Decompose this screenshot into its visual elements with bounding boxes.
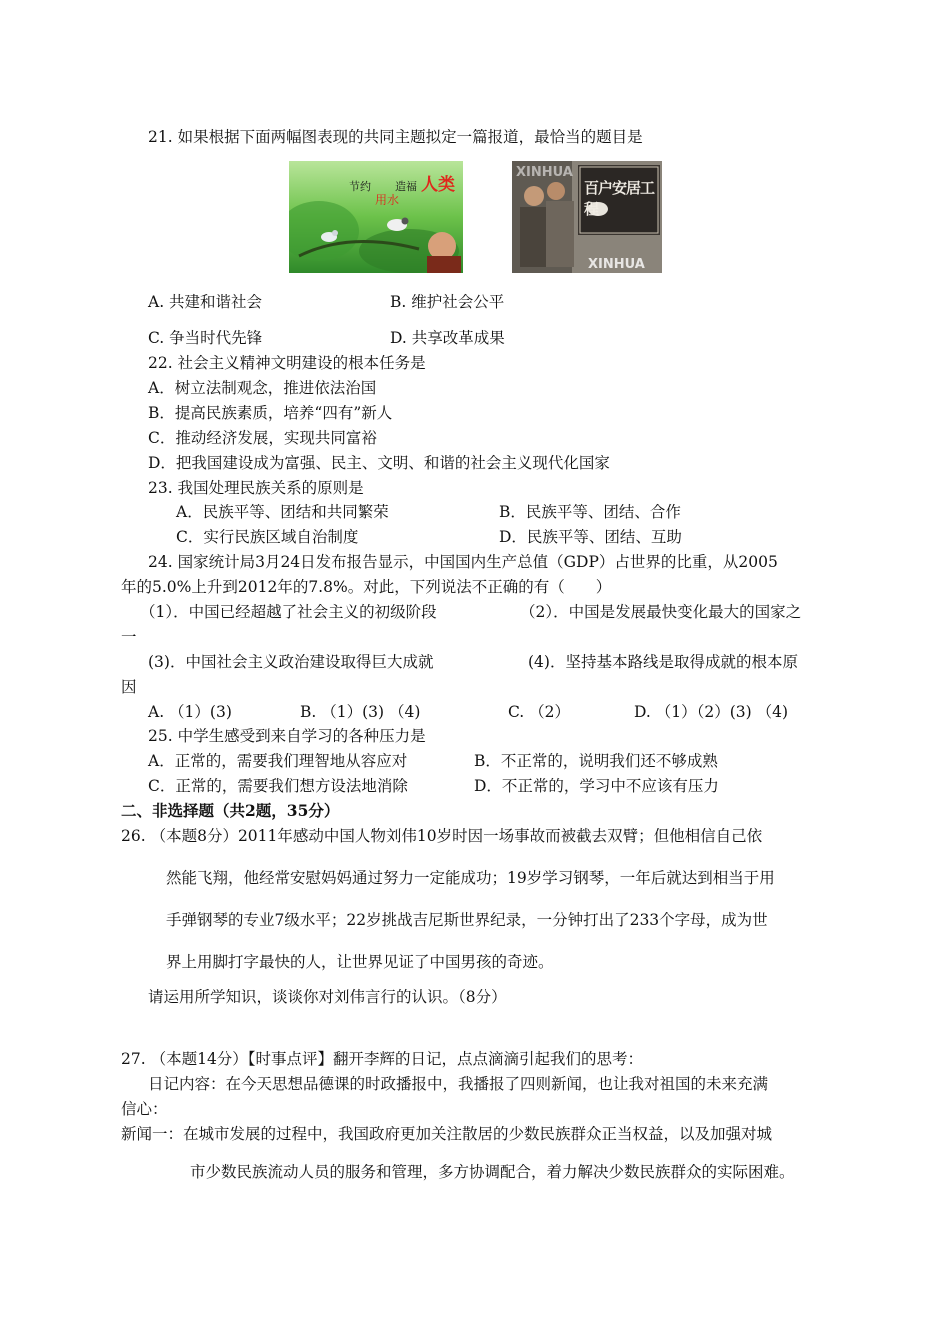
q25-option-a: A．正常的，需要我们理智地从容应对 (148, 752, 408, 770)
q21-option-d: D. 共享改革成果 (390, 329, 505, 347)
q23-option-d: D．民族平等、团结、互助 (499, 528, 682, 546)
poster-text-water: 用水 (375, 193, 400, 207)
q24-stem-line1: 24. 国家统计局3月24日发布报告显示，中国国内生产总值（GDP）占世界的比重，从2005 (148, 553, 778, 571)
q24-stem-line2: 年的5.0%上升到2012年的7.8%。对此，下列说法不正确的有（ ） (121, 578, 612, 596)
q23-option-a: A．民族平等、团结和共同繁荣 (176, 503, 389, 521)
q24-option-b: B. （1）(3) （4) (300, 703, 421, 721)
q24-statement-1: （1）．中国已经超越了社会主义的初级阶段 (140, 603, 437, 621)
q22-option-b: B．提高民族素质，培养“四有”新人 (148, 404, 393, 422)
q24-statement-2-wrap: 一 (121, 628, 137, 646)
housing-sign-text: 百户安居工程 (584, 179, 655, 218)
q27-line1: 27. （本题14分）【时事点评】翻开李辉的日记，点点滴滴引起我们的思考： (121, 1050, 644, 1068)
poster-text-mankind: 人类 (421, 175, 455, 195)
poster-text-benefit: 造福 (395, 180, 417, 193)
q25-option-d: D．不正常的，学习中不应该有压力 (474, 777, 719, 795)
q21-option-b: B. 维护社会公平 (390, 293, 505, 311)
q22-stem: 22. 社会主义精神文明建设的根本任务是 (148, 354, 426, 372)
q22-option-a: A．树立法制观念，推进依法治国 (148, 379, 377, 397)
housing-project-photo (512, 161, 662, 273)
q24-option-d: D. （1）（2）(3) （4) (634, 703, 788, 721)
q26-question: 请运用所学知识，谈谈你对刘伟言行的认识。（8分） (148, 988, 507, 1006)
watermark-bottom: XINHUA (588, 257, 645, 272)
q23-stem: 23. 我国处理民族关系的原则是 (148, 479, 364, 497)
q27-line5: 市少数民族流动人员的服务和管理，多方协调配合，着力解决少数民族群众的实际困难。 (190, 1163, 795, 1181)
q26-line1: 26. （本题8分）2011年感动中国人物刘伟10岁时因一场事故而被截去双臂；但他相信自己依 (121, 827, 763, 845)
q25-stem: 25. 中学生感受到来自学习的各种压力是 (148, 727, 426, 745)
q22-option-c: C．推动经济发展，实现共同富裕 (148, 429, 377, 447)
q27-line2: 日记内容：在今天思想品德课的时政播报中，我播报了四则新闻，也让我对祖国的未来充满 (148, 1075, 769, 1093)
watermark-top: XINHUA (516, 165, 573, 180)
section-heading: 二、非选择题（共2题，35分） (121, 801, 340, 820)
q21-option-a: A. 共建和谐社会 (148, 293, 263, 311)
q22-option-d: D．把我国建设成为富强、民主、文明、和谐的社会主义现代化国家 (148, 454, 610, 472)
q24-statement-4: (4)．坚持基本路线是取得成就的根本原 (528, 653, 798, 671)
q26-line2: 然能飞翔，他经常安慰妈妈通过努力一定能成功；19岁学习钢琴，一年后就达到相当于用 (166, 869, 775, 887)
q23-option-b: B．民族平等、团结、合作 (499, 503, 681, 521)
poster-text-save: 节约 (349, 180, 371, 193)
q24-option-c: C. （2） (508, 703, 571, 721)
q26-line4: 界上用脚打字最快的人，让世界见证了中国男孩的奇迹。 (166, 953, 554, 971)
q24-statement-4-wrap: 因 (121, 678, 137, 696)
q24-statement-2: （2）．中国是发展最快变化最大的国家之 (520, 603, 802, 621)
water-saving-poster-image (289, 161, 463, 273)
q24-option-a: A. （1）(3) (148, 703, 232, 721)
q24-statement-3: (3)．中国社会主义政治建设取得巨大成就 (148, 653, 434, 671)
q23-option-c: C．实行民族区域自治制度 (176, 528, 359, 546)
q26-line3: 手弹钢琴的专业7级水平；22岁挑战吉尼斯世界纪录，一分钟打出了233个字母，成为世 (166, 911, 768, 929)
q27-line3: 信心： (121, 1100, 168, 1118)
q21-stem: 21. 如果根据下面两幅图表现的共同主题拟定一篇报道，最恰当的题目是 (148, 128, 643, 146)
q25-option-c: C．正常的，需要我们想方设法地消除 (148, 777, 408, 795)
q27-line4: 新闻一：在城市发展的过程中，我国政府更加关注散居的少数民族群众正当权益，以及加强对城 (121, 1125, 773, 1143)
q25-option-b: B．不正常的，说明我们还不够成熟 (474, 752, 718, 770)
q21-option-c: C. 争当时代先锋 (148, 329, 263, 347)
